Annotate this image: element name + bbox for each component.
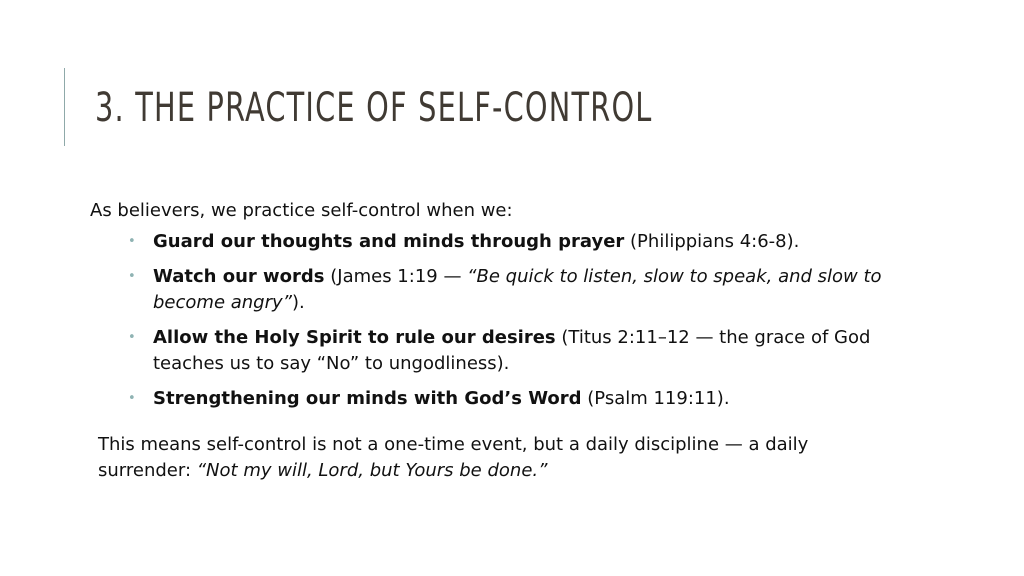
bullet-icon: • xyxy=(128,234,136,249)
slide-title: 3. THE PRACTICE OF SELF-CONTROL xyxy=(95,85,653,131)
bullet-bold: Strengthening our minds with God’s Word xyxy=(153,388,582,409)
bullet-icon: • xyxy=(128,330,136,345)
intro-text: As believers, we practice self-control when we: xyxy=(90,200,513,221)
bullet-item xyxy=(128,386,898,412)
bullet-item xyxy=(128,229,898,255)
bullet-bold: Watch our words xyxy=(153,266,325,287)
bullet-bold: Allow the Holy Spirit to rule our desires xyxy=(153,327,556,348)
bullet-quote: “Be quick to listen, slow to speak, and slow to become angry” xyxy=(153,266,882,313)
bullet-list xyxy=(128,229,898,421)
bullet-icon: • xyxy=(128,269,136,284)
bullet-item xyxy=(128,264,898,316)
closing-text: This means self-control is not a one-time event, but a daily discipline — a daily surrender: xyxy=(98,434,809,481)
bullet-item xyxy=(128,325,898,377)
bullet-bold: Guard our thoughts and minds through prayer xyxy=(153,231,625,252)
bullet-text: (Psalm 119:11). xyxy=(581,388,730,409)
closing-quote: “Not my will, Lord, but Yours be done.” xyxy=(196,460,548,481)
bullet-tail: ). xyxy=(291,292,305,313)
bullet-text: (James 1:19 — xyxy=(324,266,468,287)
bullet-text: (Philippians 4:6-8). xyxy=(624,231,800,252)
bullet-text: (Titus 2:11–12 — the grace of God teaches us to say “No” to ungodliness). xyxy=(153,327,871,374)
bullet-icon: • xyxy=(128,391,136,406)
title-accent-bar xyxy=(64,68,65,146)
closing-paragraph xyxy=(98,432,878,484)
